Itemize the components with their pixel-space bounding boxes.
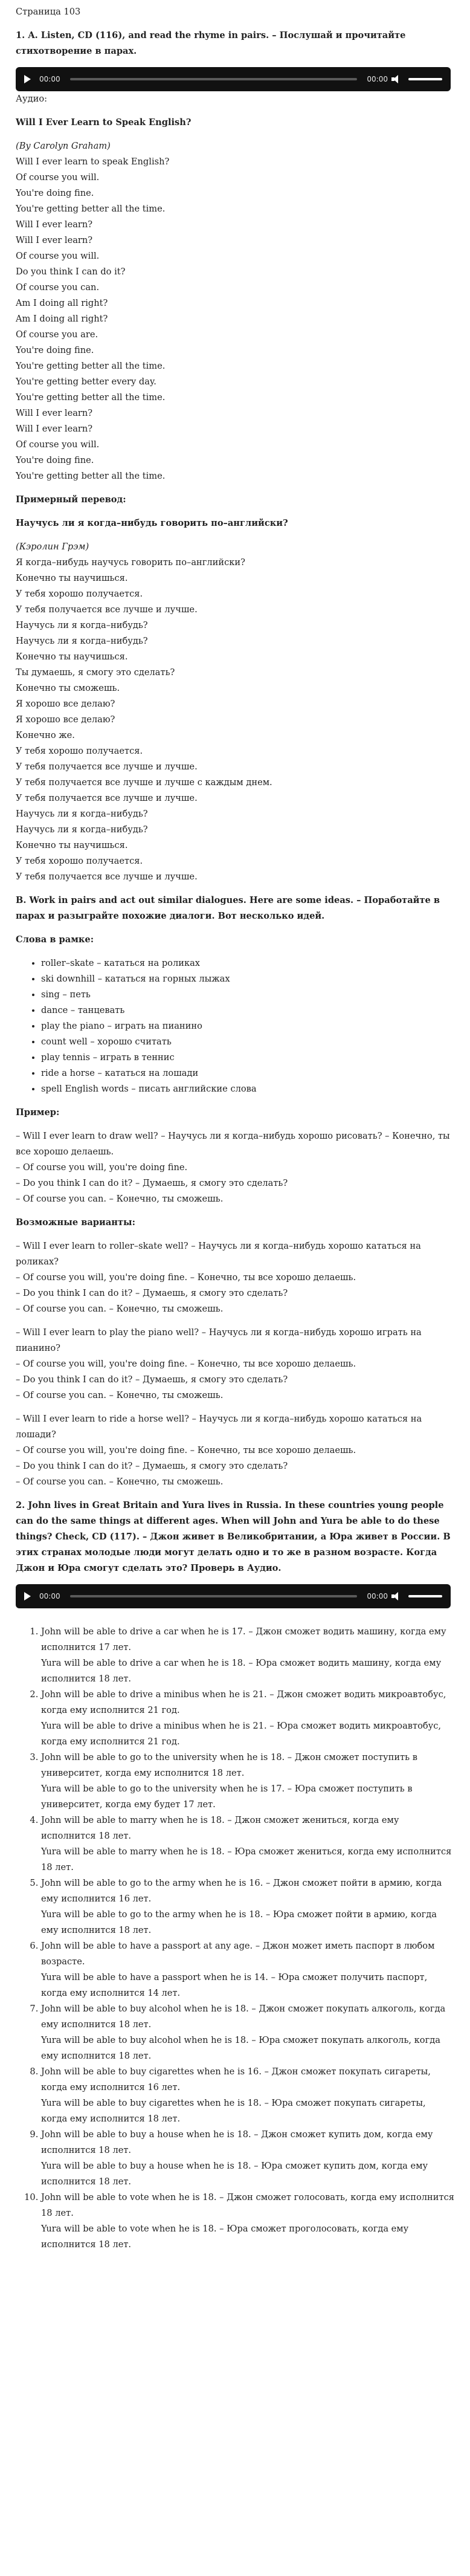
page-label: Страница 103 — [16, 7, 81, 17]
poem-line: Will I ever learn to speak English? — [16, 157, 170, 167]
translation-line: У тебя получается все лучше и лучше. — [16, 762, 198, 772]
translation-line: У тебя получается все лучше и лучше. — [16, 604, 198, 615]
poem-author: (By Carolyn Graham) — [16, 141, 111, 151]
list-item — [41, 2127, 454, 2190]
poem-line: Of course you can. — [16, 282, 100, 293]
variant-dialogue — [16, 1325, 454, 1403]
audio-player-1[interactable] — [16, 67, 451, 91]
dialogue-line: – Of course you will, you're doing fine. – Конечно, ты все хорошо делаешь. — [16, 1445, 356, 1455]
translation-line: Ты думаешь, я смогу это сделать? — [16, 667, 175, 678]
translation-lines — [16, 555, 454, 885]
answer-john: 3. John will be able to go to the university when he is 18. – Джон сможет поступить в университет, когда ему исполнится 18 лет. — [41, 1752, 417, 1778]
list-item — [41, 1875, 454, 1938]
list-item — [41, 1938, 454, 2001]
poem-line: Will I ever learn? — [16, 424, 93, 434]
answer-yura: Yura will be able to buy alcohol when he is 18. – Юра сможет покупать алкоголь, когда ему исполнится 18 лет. — [41, 2035, 440, 2061]
dialogue-line: – Will I ever learn to draw well? – Научусь ли я когда–нибудь хорошо рисовать? – Конечно, ты все хорошо делаешь. — [16, 1131, 450, 1157]
play-icon[interactable] — [24, 1592, 31, 1600]
answer-yura: Yura will be able to go to the university when he is 17. – Юра сможет поступить в университет, когда ему будет 17 лет. — [41, 1784, 413, 1810]
list-item: • count well – хорошо считать — [41, 1034, 454, 1050]
list-item — [41, 2001, 454, 2064]
dialogue-line: – Of course you can. – Конечно, ты сможешь. — [16, 1194, 224, 1204]
audio-current-time: 00:00 — [39, 75, 60, 83]
answer-john: 5. John will be able to go to the army when he is 16. – Джон сможет пойти в армию, когда ему исполнится 16 лет. — [41, 1878, 442, 1904]
translation-line: У тебя хорошо получается. — [16, 589, 143, 599]
translation-title: Научусь ли я когда–нибудь говорить по–английски? — [16, 518, 288, 528]
poem-title: Will I Ever Learn to Speak English? — [16, 117, 192, 128]
audio-duration: 00:00 — [367, 1592, 388, 1600]
poem-line: You're doing fine. — [16, 188, 94, 198]
answer-yura: Yura will be able to drive a car when he is 18. – Юра сможет водить машину, когда ему исполнится 18 лет. — [41, 1658, 442, 1684]
dialogue-line: – Of course you will, you're doing fine. — [16, 1162, 188, 1173]
list-item — [41, 1750, 454, 1813]
list-item: • roller–skate – кататься на роликах — [41, 956, 454, 971]
dialogue-line: – Do you think I can do it? – Думаешь, я смогу это сделать? — [16, 1288, 288, 1298]
list-item: • play tennis – играть в теннис — [41, 1050, 454, 1066]
translation-line: Научусь ли я когда–нибудь? — [16, 620, 148, 630]
dialogue-line: – Of course you can. – Конечно, ты сможешь. — [16, 1304, 224, 1314]
answer-john: 7. John will be able to buy alcohol when he is 18. – Джон сможет покупать алкоголь, когда ему исполнится 18 лет. — [41, 2004, 446, 2030]
poem-line: You're getting better all the time. — [16, 361, 166, 371]
poem-line: Will I ever learn? — [16, 408, 93, 418]
dialogue-line: – Will I ever learn to roller–skate well? – Научусь ли я когда–нибудь хорошо кататься на роликах? — [16, 1241, 421, 1267]
dialogue-line: – Do you think I can do it? – Думаешь, я смогу это сделать? — [16, 1461, 288, 1471]
answer-yura: Yura will be able to have a passport when he is 14. – Юра сможет получить паспорт, когда ему исполнится 14 лет. — [41, 1972, 428, 1998]
audio-label: Аудио: — [16, 94, 48, 104]
poem-line: You're getting better all the time. — [16, 204, 166, 214]
translation-author: (Кэролин Грэм) — [16, 542, 89, 552]
translation-line: Научусь ли я когда–нибудь? — [16, 636, 148, 646]
poem-line: Will I ever learn? — [16, 219, 93, 230]
list-item: • play the piano – играть на пианино — [41, 1018, 454, 1034]
poem-line: You're doing fine. — [16, 345, 94, 355]
poem-line: You're doing fine. — [16, 455, 94, 465]
translation-line: У тебя получается все лучше и лучше. — [16, 793, 198, 803]
translation-line: У тебя хорошо получается. — [16, 856, 143, 866]
dialogue-line: – Do you think I can do it? – Думаешь, я смогу это сделать? — [16, 1178, 288, 1188]
translation-line: У тебя получается все лучше и лучше с каждым днем. — [16, 777, 272, 788]
dialogue-line: – Will I ever learn to play the piano well? – Научусь ли я когда–нибудь хорошо играть на пианино? — [16, 1327, 422, 1353]
dialogue-line: – Of course you can. – Конечно, ты сможешь. — [16, 1390, 224, 1400]
audio-duration: 00:00 — [367, 75, 388, 83]
translation-line: Конечно ты сможешь. — [16, 683, 120, 693]
translation-line: Конечно ты научишься. — [16, 652, 128, 662]
dialogue-line: – Will I ever learn to ride a horse well? – Научусь ли я когда–нибудь хорошо кататься на лошади? — [16, 1414, 422, 1440]
answer-john: 2. John will be able to drive a minibus when he is 21. – Джон сможет водить микроавтобус, когда ему исполнится 21 год. — [41, 1689, 446, 1715]
translation-line: Конечно ты научишься. — [16, 840, 128, 850]
poem-lines — [16, 154, 454, 484]
task1-heading: 1. A. Listen, CD (116), and read the rhyme in pairs. – Послушай и прочитайте стихотворение в парах. — [16, 30, 406, 56]
audio-player-2[interactable] — [16, 1584, 451, 1608]
poem-line: Am I doing all right? — [16, 314, 108, 324]
play-icon[interactable] — [24, 75, 31, 83]
translation-line: Конечно ты научишься. — [16, 573, 128, 583]
translation-line: У тебя получается все лучше и лучше. — [16, 872, 198, 882]
poem-line: You're getting better all the time. — [16, 392, 166, 403]
list-item — [41, 1813, 454, 1875]
answer-john: 10. John will be able to vote when he is 18. – Джон сможет голосовать, когда ему исполнится 18 лет. — [41, 2192, 454, 2218]
dialogue-line: – Do you think I can do it? – Думаешь, я смогу это сделать? — [16, 1374, 288, 1385]
poem-line: Of course you will. — [16, 172, 100, 183]
list-item — [41, 2190, 454, 2253]
answer-john: 4. John will be able to marry when he is 18. – Джон сможет жениться, когда ему исполнится 18 лет. — [41, 1815, 399, 1841]
dialogue-line: – Of course you will, you're doing fine. – Конечно, ты все хорошо делаешь. — [16, 1272, 356, 1283]
task2-heading: 2. John lives in Great Britain and Yura lives in Russia. In these countries young people can do the same things at different ages. When will John and Yura be able to do these things? Check, CD (117). – Джон живет в Великобритании, а Юра живет в России. В этих странах молодые люди могут делать одно и то же в разном возрасте. Когда Джон и Юра смогут сделать это? Проверь в Аудио. — [16, 1500, 451, 1573]
list-item — [41, 2064, 454, 2127]
poem-line: Of course you will. — [16, 251, 100, 261]
translation-line: Научусь ли я когда–нибудь? — [16, 809, 148, 819]
variants-heading: Возможные варианты: — [16, 1217, 136, 1228]
translation-heading: Примерный перевод: — [16, 494, 126, 505]
volume-icon[interactable] — [391, 1592, 402, 1600]
example-dialogue — [16, 1128, 454, 1207]
dialogue-line: – Of course you will, you're doing fine. – Конечно, ты все хорошо делаешь. — [16, 1359, 356, 1369]
poem-line: You're getting better every day. — [16, 377, 156, 387]
answer-yura: Yura will be able to buy cigarettes when he is 18. – Юра сможет покупать сигареты, когда ему исполнится 18 лет. — [41, 2098, 426, 2124]
box-heading: Слова в рамке: — [16, 934, 94, 945]
variant-dialogue — [16, 1411, 454, 1490]
audio-seek-bar[interactable] — [70, 1595, 358, 1597]
audio-current-time: 00:00 — [39, 1592, 60, 1600]
audio-seek-bar[interactable] — [70, 78, 358, 80]
volume-slider[interactable] — [408, 1595, 442, 1597]
poem-line: You're getting better all the time. — [16, 471, 166, 481]
translation-line: У тебя хорошо получается. — [16, 746, 143, 756]
volume-slider[interactable] — [408, 78, 442, 80]
box-words-list — [16, 956, 454, 1097]
poem-line: Do you think I can do it? — [16, 267, 126, 277]
answer-john: 1. John will be able to drive a car when he is 17. – Джон сможет водить машину, когда ему исполнится 17 лет. — [41, 1626, 446, 1652]
task1b-heading: B. Work in pairs and act out similar dialogues. Here are some ideas. – Поработайте в парах и разыграйте похожие диалоги. Вот несколько идей. — [16, 895, 440, 921]
list-item — [41, 1624, 454, 1687]
answer-yura: Yura will be able to marry when he is 18. – Юра сможет жениться, когда ему исполнится 18 лет. — [41, 1846, 452, 1872]
list-item: • spell English words – писать английские слова — [41, 1081, 454, 1097]
answers-list — [16, 1624, 454, 2253]
example-heading: Пример: — [16, 1107, 60, 1118]
poem-line: Of course you are. — [16, 329, 98, 340]
translation-line: Я хорошо все делаю? — [16, 714, 115, 725]
list-item — [41, 1687, 454, 1750]
translation-line: Я когда–нибудь научусь говорить по–английски? — [16, 557, 245, 568]
answer-yura: Yura will be able to go to the army when he is 18. – Юра сможет пойти в армию, когда ему исполнится 18 лет. — [41, 1909, 437, 1935]
poem-line: Will I ever learn? — [16, 235, 93, 245]
answer-john: 9. John will be able to buy a house when he is 18. – Джон сможет купить дом, когда ему исполнится 18 лет. — [41, 2129, 433, 2155]
translation-line: Конечно же. — [16, 730, 75, 740]
answer-yura: Yura will be able to vote when he is 18. – Юра сможет проголосовать, когда ему исполнится 18 лет. — [41, 2224, 409, 2250]
volume-icon[interactable] — [391, 75, 402, 83]
dialogue-line: – Of course you can. – Конечно, ты сможешь. — [16, 1477, 224, 1487]
translation-line: Научусь ли я когда–нибудь? — [16, 824, 148, 835]
translation-line: Я хорошо все делаю? — [16, 699, 115, 709]
list-item: • sing – петь — [41, 987, 454, 1003]
list-item: • ski downhill – кататься на горных лыжах — [41, 971, 454, 987]
answer-john: 6. John will be able to have a passport at any age. – Джон может иметь паспорт в любом возрасте. — [41, 1941, 435, 1967]
list-item: • dance – танцевать — [41, 1003, 454, 1018]
answer-john: 8. John will be able to buy cigarettes when he is 16. – Джон сможет покупать сигареты, когда ему исполнится 16 лет. — [41, 2066, 431, 2092]
answer-yura: Yura will be able to buy a house when he is 18. – Юра сможет купить дом, когда ему исполнится 18 лет. — [41, 2161, 428, 2187]
poem-line: Am I doing all right? — [16, 298, 108, 308]
answer-yura: Yura will be able to drive a minibus when he is 21. – Юра сможет водить микроавтобус, когда ему исполнится 21 год. — [41, 1721, 442, 1747]
poem-line: Of course you will. — [16, 439, 100, 450]
variant-dialogue — [16, 1238, 454, 1317]
list-item: • ride a horse – кататься на лошади — [41, 1066, 454, 1081]
